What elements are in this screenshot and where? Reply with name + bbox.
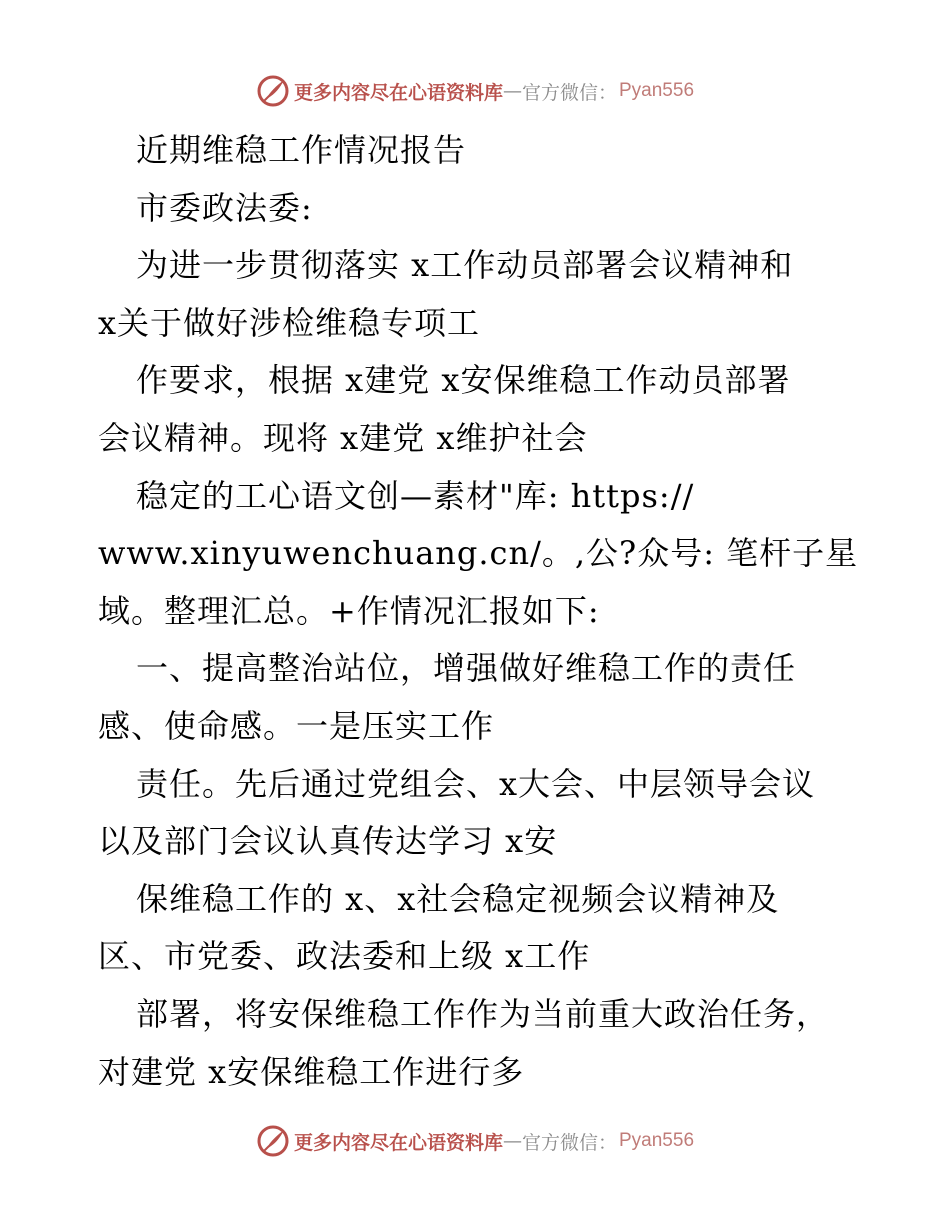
text-line: 一、提高整治站位，增强做好维稳工作的责任 <box>136 649 797 688</box>
text-line: 感、使命感。一是压实工作 <box>98 706 495 745</box>
text-line: 为进一步贯彻落实 x工作动员部署会议精神和 <box>136 246 794 285</box>
document-body <box>98 122 858 1101</box>
header-watermark <box>0 71 950 111</box>
text-line: 保维稳工作的 x、x社会稳定视频会议精神及 <box>136 879 780 918</box>
watermark-separator: — <box>502 80 522 102</box>
text-line: 部署，将安保维稳工作作为当前重大政治任务， <box>136 994 830 1033</box>
watermark-id: Pyan556 <box>619 1130 695 1151</box>
watermark-main-text: 更多内容尽在心语资料库 <box>293 1131 503 1154</box>
text-line: 对建党 x安保维稳工作进行多 <box>98 1052 525 1091</box>
text-line: 稳定的工心语文创—素材"库: https:// <box>136 476 695 515</box>
feather-logo-icon <box>256 74 290 108</box>
feather-logo-icon <box>256 1124 290 1158</box>
watermark-main-text: 更多内容尽在心语资料库 <box>293 81 503 104</box>
text-line: 作要求，根据 x建党 x安保维稳工作动员部署 <box>136 361 791 400</box>
document-title: 近期维稳工作情况报告 <box>136 131 467 169</box>
text-line: 会议精神。现将 x建党 x维护社会 <box>98 418 588 457</box>
watermark-label: 官方微信： <box>521 81 617 104</box>
watermark-id: Pyan556 <box>619 80 695 101</box>
text-line: x关于做好涉检维稳专项工 <box>98 303 481 342</box>
watermark-label: 官方微信： <box>521 1131 617 1154</box>
text-line: 责任。先后通过党组会、x大会、中层领导会议 <box>136 764 816 803</box>
text-line: www.xinyuwenchuang.cn/。,公?众号: 笔杆子星 <box>98 534 859 573</box>
addressee-line: 市委政法委: <box>136 188 313 227</box>
text-line: 区、市党委、政法委和上级 x工作 <box>98 937 591 976</box>
text-line: 域。整理汇总。+作情况汇报如下: <box>98 591 600 630</box>
footer-watermark <box>0 1121 950 1161</box>
text-line: 以及部门会议认真传达学习 x安 <box>98 822 558 861</box>
watermark-separator: — <box>502 1130 522 1152</box>
